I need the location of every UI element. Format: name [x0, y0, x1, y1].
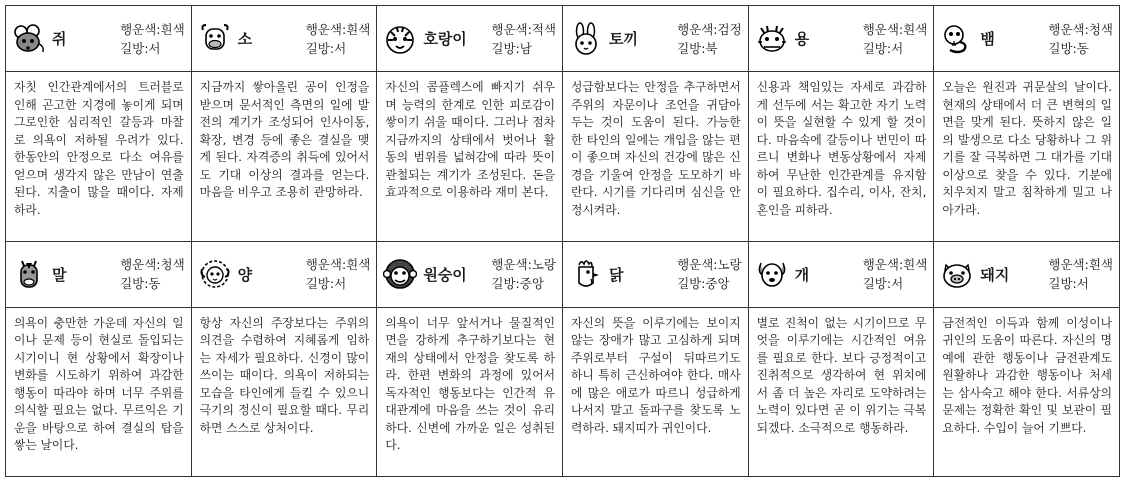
zodiac-name: 원숭이: [423, 265, 467, 284]
fortune-text: 의욕이 충만한 가운데 자신의 일이나 문제 등이 현실로 돌입되는 시기이니 현 상황에서 확장이나 변화를 시도하기 위하여 과감한 행동이 따라야 하며 너무 주위를 의식할 필요는 없다. 무르익은 기운을 바탕으로 하여 결실의 탑을 쌓는 날이다.: [14, 315, 184, 452]
zodiac-name: 뱀: [980, 30, 995, 48]
lucky-info: [1048, 255, 1113, 293]
lucky-color: 행운색:청색: [1048, 21, 1113, 37]
fortune-card: [377, 6, 563, 242]
lucky-color: 행운색:청색: [120, 257, 185, 272]
zodiac-name: 양: [237, 265, 253, 284]
fortune-text: 신용과 책임있는 자세로 과감하게 선두에 서는 확고한 자기 노력이 뜻을 실현할 수 있게 할 것이다. 마음속에 갈등이나 번민이 따르니 변화나 변동상황에서 자제하여 무난한 인간관계를 유지함이 필요하다. 집수리, 이사, 잔치, 혼인을 피하라.: [756, 80, 927, 217]
zodiac-name: 닭: [609, 265, 624, 284]
rat-icon: [12, 22, 46, 56]
fortune-card: [563, 6, 749, 242]
fortune-text: 항상 자신의 주장보다는 주위의 의견을 수렴하여 지혜롭게 임하는 자세가 필요하다. 신경이 많이 쓰이는 때이다. 의욕이 저하되는 모습을 타인에게 들킬 수 있으니 극기의 정신이 필요할 때다. 무리하면 스스로 상처이다.: [199, 315, 370, 435]
snake-icon: [940, 22, 974, 56]
lucky-info: [677, 255, 742, 293]
sheep-icon: [198, 257, 232, 291]
zodiac-name: 말: [52, 265, 67, 284]
fortune-card: [749, 242, 935, 478]
card-header: [749, 242, 934, 308]
fortune-text: 금전적인 이득과 함께 이성이나 귀인의 도움이 따른다. 자신의 명예에 관한 행동이나 금전관계도 원활하나 과감한 행동이나 처세는 삼사숙고 해야 한다. 서류상의 문제는 정확한 확인 및 보관이 필요하다. 수입이 늘어 기쁘다.: [942, 315, 1112, 435]
lucky-direction: 길방:중앙: [677, 276, 730, 291]
lucky-info: [306, 255, 371, 293]
zodiac-name: 호랑이: [423, 30, 467, 48]
lucky-direction: 길방:서: [120, 40, 161, 56]
lucky-direction: 길방:남: [491, 40, 532, 56]
lucky-color: 행운색:적색: [491, 21, 556, 37]
card-header: [6, 6, 191, 72]
fortune-text: 오늘은 원진과 귀문살의 날이다. 현재의 상태에서 더 큰 변혁의 일면을 맞게 된다. 뜻하지 않은 일의 발생으로 다소 당황하나 그 위기를 잘 극복하면 그 대가를 기대 이상으로 찾을 수 있다. 기분에 치우치지 말고 침착하게 밀고 나아가라.: [942, 80, 1112, 217]
fortune-text: 자칫 인간관계에서의 트러블로 인해 곤고한 지경에 놓이게 되며 그로인한 심리적인 갈등과 마찰로 의욕이 저하될 우려가 있다. 한동안의 안정으로 다소 여유를 얻으며 생각지 않은 만남이 연출된다. 지출이 많을 때이다. 자제하라.: [14, 80, 184, 217]
fortune-card: [6, 242, 192, 478]
zodiac-name: 돼지: [980, 265, 1010, 284]
card-header: [934, 242, 1119, 308]
card-header: [377, 242, 562, 308]
fortune-card: [377, 242, 563, 478]
rabbit-icon: [569, 22, 603, 56]
fortune-text: 성급함보다는 안정을 추구하면서 주위의 자문이나 조언을 귀담아 두는 것이 도움이 된다. 가능한 한 타인의 일에는 개입을 않는 편이 좋으며 자신의 건강에 많은 신경을 기울여 안정을 도모하기 바란다. 시기를 기다리며 심신을 안정시켜라.: [571, 80, 741, 217]
zodiac-name: 쥐: [52, 30, 67, 48]
lucky-info: [677, 20, 742, 58]
fortune-card: [563, 242, 749, 478]
lucky-color: 행운색:흰색: [862, 257, 928, 272]
fortune-text: 의욕이 너무 앞서거나 물질적인 면을 강하게 추구하기보다는 현재의 상태에서 안정을 찾도록 하라. 한편 변화의 과정에 있어서 독자적인 행동보다는 인간적 유대관계에 마음을 쓰는 것이 유리하다. 신변에 가까운 일은 성취된다.: [385, 315, 555, 452]
card-header: [192, 6, 377, 72]
fortune-grid: [5, 5, 1120, 477]
fortune-card: [749, 6, 935, 242]
lucky-direction: 길방:서: [305, 276, 347, 291]
lucky-info: [863, 255, 928, 293]
lucky-direction: 길방:중앙: [491, 276, 544, 291]
fortune-text: 별로 진척이 없는 시기이므로 무엇을 이루기에는 시간적인 여유를 필요로 한다. 보다 긍정적이고 진취적으로 생각하여 현 위치에서 좀 더 높은 자리로 도약하려는 노력이 있다면 곧 이 위기는 극복 되겠다. 소극적으로 행동하라.: [756, 315, 927, 435]
pig-icon: [940, 257, 974, 291]
card-header: [192, 242, 377, 308]
lucky-direction: 길방:서: [862, 40, 904, 56]
ox-icon: [198, 22, 232, 56]
fortune-text: 자신의 콤플렉스에 빠지기 쉬우며 능력의 한계로 인한 피로감이 쌓이기 쉬울 때이다. 그러나 점차 지금까지의 상태에서 벗어나 활동의 범위를 넓혀감에 따라 뜻이 관철되는 계기가 조성된다. 돈을 효과적으로 이용하라 재미 본다.: [385, 80, 555, 199]
lucky-direction: 길방:북: [677, 40, 718, 56]
card-header: [563, 6, 748, 72]
fortune-card: [934, 242, 1120, 478]
lucky-direction: 길방:동: [1048, 40, 1089, 56]
lucky-info: [863, 20, 928, 58]
lucky-info: [491, 20, 556, 58]
lucky-direction: 길방:동: [120, 276, 161, 291]
lucky-info: [120, 255, 185, 293]
rooster-icon: [569, 257, 603, 291]
fortune-text: 지금까지 쌓아올린 공이 인정을 받으며 문서적인 측면의 일에 발전의 계기가 조성되어 인사이동, 확장, 변경 등에 좋은 결실을 맺게 된다. 자격증의 취득에 있어서도 기대 이상의 결과를 얻는다. 마음을 비우고 조용히 관망하라.: [199, 80, 370, 199]
fortune-card: [6, 6, 192, 242]
fortune-card: [192, 6, 378, 242]
lucky-direction: 길방:서: [862, 276, 904, 291]
card-header: [934, 6, 1119, 72]
dragon-icon: [755, 22, 789, 56]
tiger-icon: [383, 22, 417, 56]
card-header: [377, 6, 562, 72]
card-header: [563, 242, 748, 308]
lucky-color: 행운색:노랑: [491, 257, 556, 272]
zodiac-name: 용: [794, 30, 810, 48]
horse-icon: [12, 257, 46, 291]
lucky-color: 행운색:노랑: [677, 257, 742, 272]
lucky-info: [491, 255, 556, 293]
fortune-text: 자신의 뜻을 이루기에는 보이지 않는 장애가 많고 고심하게 되며 주위로부터 구설이 뒤따르기도 하니 특히 근신하여야 한다. 매사에 많은 애로가 따르니 성급하게 나서지 말고 돌파구를 찾도록 노력하라. 돼지띠가 귀인이다.: [571, 315, 741, 435]
zodiac-name: 개: [794, 265, 810, 284]
lucky-color: 행운색:흰색: [305, 257, 371, 272]
lucky-color: 행운색:흰색: [1048, 257, 1113, 272]
zodiac-name: 토끼: [609, 30, 638, 48]
zodiac-name: 소: [237, 30, 253, 48]
fortune-card: [192, 242, 378, 478]
lucky-color: 행운색:흰색: [120, 21, 185, 37]
lucky-info: [120, 20, 185, 58]
fortune-card: [934, 6, 1120, 242]
lucky-direction: 길방:서: [1048, 276, 1089, 291]
lucky-direction: 길방:서: [305, 40, 347, 56]
card-header: [749, 6, 934, 72]
monkey-icon: [383, 257, 417, 291]
dog-icon: [755, 257, 789, 291]
lucky-color: 행운색:흰색: [862, 21, 928, 37]
lucky-color: 행운색:검정: [677, 21, 742, 37]
card-header: [6, 242, 191, 308]
lucky-info: [306, 20, 371, 58]
lucky-info: [1048, 20, 1113, 58]
lucky-color: 행운색:흰색: [305, 21, 371, 37]
